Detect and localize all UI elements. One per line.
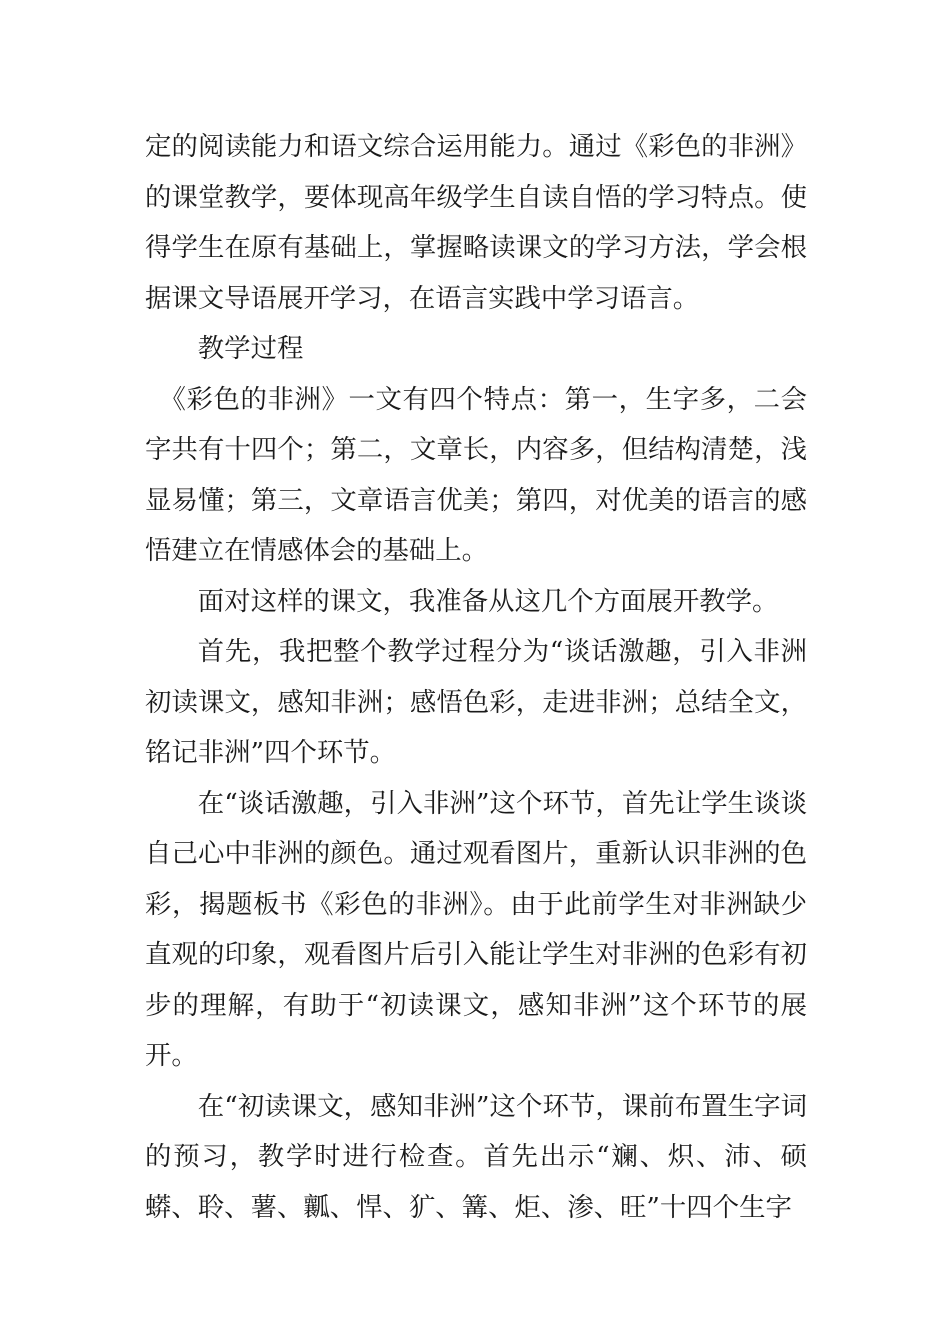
paragraph-stage-two: 在“初读课文，感知非洲”这个环节，课前布置生字词的预习，教学时进行检查。首先出示“斓、炽、沛、硕蟒、聆、薯、瓤、悍、犷、篝、炬、渗、旺”十四个生字 (145, 1090, 807, 1223)
document-body (145, 122, 807, 1233)
paragraph-text-features: 《彩色的非洲》一文有四个特点：第一，生字多，二会字共有十四个；第二，文章长，内容多，但结构清楚，浅显易懂；第三，文章语言优美；第四，对优美的语言的感悟建立在情感体会的基础上。 (145, 383, 807, 566)
section-heading-teaching-process: 教学过程 (197, 333, 304, 364)
paragraph-stage-one: 在“谈话激趣，引入非洲”这个环节，首先让学生谈谈自己心中非洲的颜色。通过观看图片，重新认识非洲的色彩，揭题板书《彩色的非洲》。由于此前学生对非洲缺少直观的印象，观看图片后引入能让学生对非洲的色彩有初步的理解，有助于“初读课文，感知非洲”这个环节的展开。 (145, 787, 807, 1071)
paragraph-teaching-approach: 面对这样的课文，我准备从这几个方面展开教学。 (197, 585, 779, 617)
paragraph-four-stages: 首先，我把整个教学过程分为“谈话激趣，引入非洲初读课文，感知非洲；感悟色彩，走进非洲；总结全文，铭记非洲”四个环节。 (145, 636, 807, 768)
paragraph-continued-intro: 定的阅读能力和语文综合运用能力。通过《彩色的非洲》的课堂教学，要体现高年级学生自读自悟的学习特点。使得学生在原有基础上，掌握略读课文的学习方法，学会根据课文导语展开学习，在语言实践中学习语言。 (145, 131, 807, 314)
